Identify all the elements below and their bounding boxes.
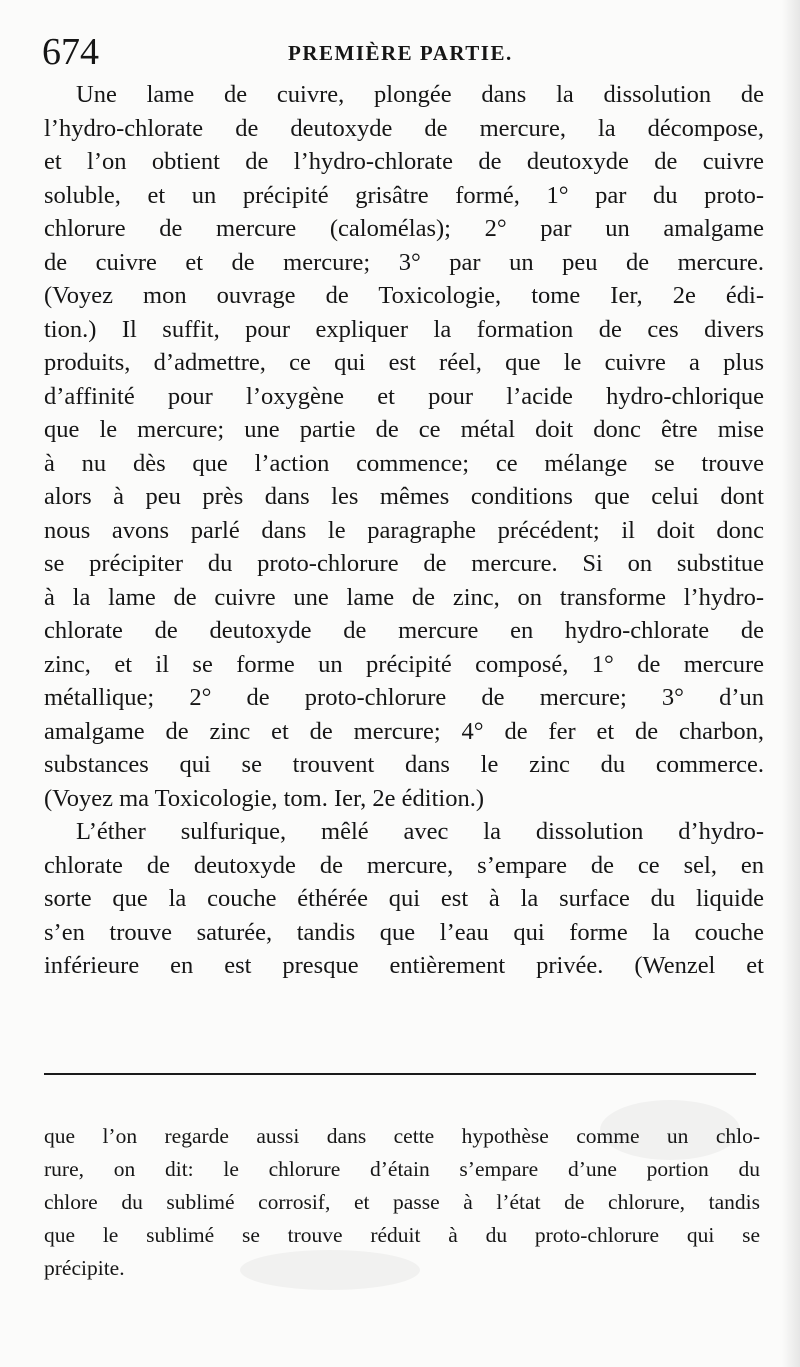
body-line: (Voyez ma Toxicologie, tom. Ier, 2e édition.) [44, 784, 485, 812]
page-number: 674 [42, 31, 99, 73]
body-line: chlorate de deutoxyde de mercure en hydro-chlorate de [44, 617, 764, 644]
page-header [40, 28, 760, 78]
footnote-line: précipite. [44, 1256, 125, 1280]
body-line: inférieure en est presque entièrement privée. (Wenzel et [44, 952, 764, 979]
footnote-line: rure, on dit: le chlorure d’étain s’empare d’une portion du [44, 1157, 760, 1181]
body-line: nous avons parlé dans le paragraphe précédent; il doit donc [44, 516, 764, 544]
body-text [44, 78, 764, 983]
footnote-rule [44, 1073, 756, 1075]
body-line: à nu dès que l’action commence; ce mélange se trouve [44, 449, 764, 477]
scan-edge-shadow [782, 0, 800, 1367]
body-line: tion.) Il suffit, pour expliquer la formation de ces divers [44, 315, 764, 343]
running-head: PREMIÈRE PARTIE. [288, 41, 513, 65]
body-line: (Voyez mon ouvrage de Toxicologie, tome Ier, 2e édi- [44, 282, 764, 309]
body-line: et l’on obtient de l’hydro-chlorate de deutoxyde de cuivre [44, 148, 764, 175]
body-line: amalgame de zinc et de mercure; 4° de fer et de charbon, [44, 717, 764, 745]
body-line: se précipiter du proto-chlorure de mercure. Si on substitue [44, 550, 764, 577]
footnote-line: que l’on regarde aussi dans cette hypothèse comme un chlo- [44, 1124, 760, 1148]
body-line: L’éther sulfurique, mêlé avec la dissolution d’hydro- [76, 818, 764, 845]
body-line: chlorure de mercure (calomélas); 2° par un amalgame [44, 215, 764, 242]
body-line: à la lame de cuivre une lame de zinc, on transforme l’hydro- [44, 583, 764, 611]
body-line: alors à peu près dans les mêmes conditions que celui dont [44, 483, 764, 510]
body-line: d’affinité pour l’oxygène et pour l’acide hydro-chlorique [44, 382, 764, 410]
body-line: chlorate de deutoxyde de mercure, s’empare de ce sel, en [44, 851, 764, 879]
footnote [44, 1120, 760, 1285]
body-line: zinc, et il se forme un précipité composé, 1° de mercure [44, 650, 764, 678]
body-line: substances qui se trouvent dans le zinc du commerce. [44, 751, 764, 778]
body-line: Une lame de cuivre, plongée dans la dissolution de [76, 81, 764, 108]
body-line: métallique; 2° de proto-chlorure de mercure; 3° d’un [44, 684, 764, 711]
body-line: l’hydro-chlorate de deutoxyde de mercure, la décompose, [44, 114, 764, 142]
body-line: s’en trouve saturée, tandis que l’eau qui forme la couche [44, 918, 764, 946]
footnote-line: que le sublimé se trouve réduit à du proto-chlorure qui se [44, 1223, 760, 1247]
body-line: produits, d’admettre, ce qui est réel, que le cuivre a plus [44, 349, 764, 376]
footnote-line: chlore du sublimé corrosif, et passe à l’état de chlorure, tandis [44, 1190, 760, 1214]
body-line: soluble, et un précipité grisâtre formé, 1° par du proto- [44, 181, 764, 209]
body-line: que le mercure; une partie de ce métal doit donc être mise [44, 416, 764, 443]
body-line: de cuivre et de mercure; 3° par un peu de mercure. [44, 248, 764, 276]
body-line: sorte que la couche éthérée qui est à la surface du liquide [44, 885, 764, 912]
